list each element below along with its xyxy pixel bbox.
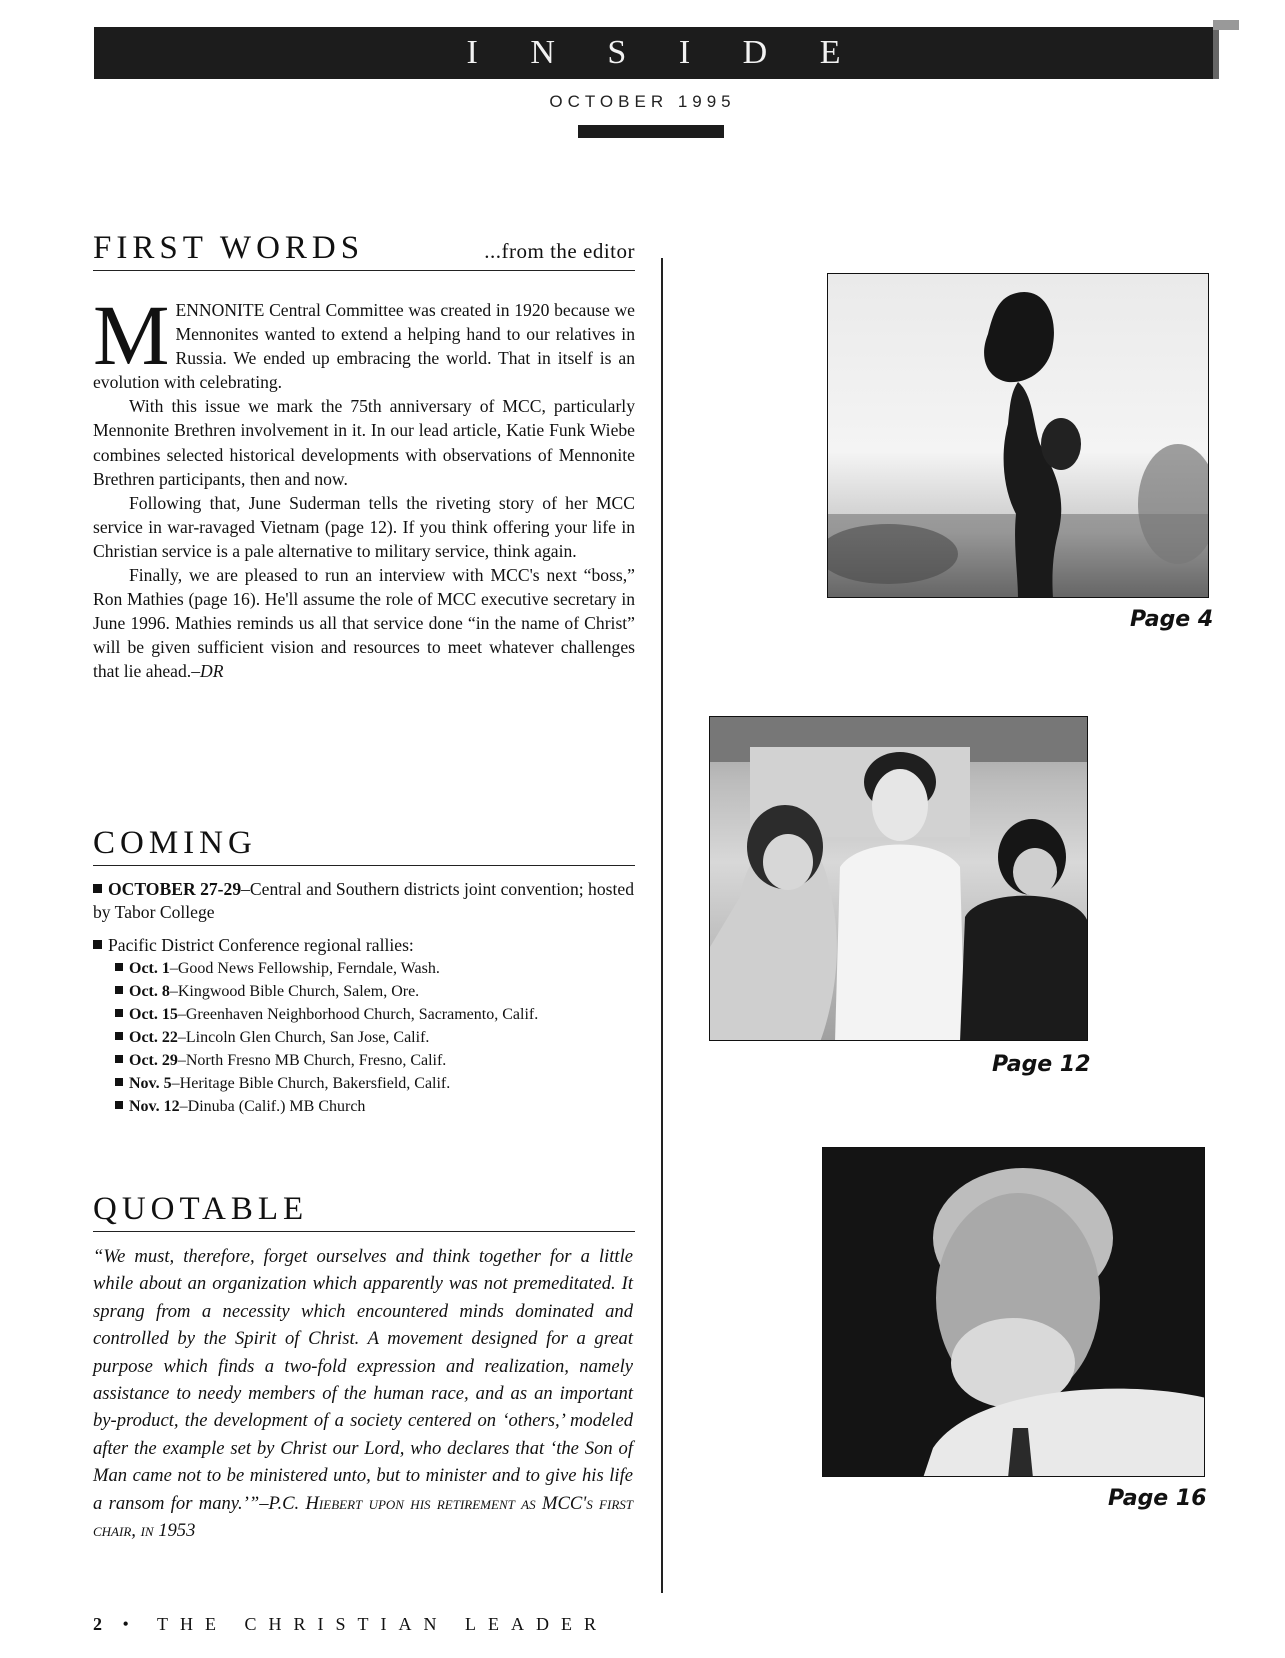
quotable-header — [93, 1186, 635, 1232]
rally-date: Oct. 15 — [129, 1006, 178, 1023]
photo-caption: Page 16 — [1108, 1486, 1207, 1511]
magazine-name: THE CHRISTIAN LEADER — [157, 1614, 608, 1634]
bullet-icon — [93, 940, 102, 949]
quotable-title: QUOTABLE — [93, 1191, 309, 1227]
list-item — [115, 1026, 635, 1049]
rally-date: Oct. 22 — [129, 1029, 178, 1046]
quote-text: “We must, therefore, forget ourselves and think together for a little while about an organization which apparently was not premeditated. It sprang from a necessity which encountered minds dominated and controlled by the Spirit of Christ. A movement designed for a great purpose which finds a two-fold expression and realization, namely assistance to needy members of the human race, and as an important by-product, the development of a society centered on ‘others,’ modeled after the example set by Christ our Lord, who declares that ‘the Son of Man came not to be ministered unto, but to minister and to give his life a ransom for many.’” — [93, 1246, 633, 1514]
list-item — [115, 1072, 635, 1095]
rally-text: –Good News Fellowship, Ferndale, Wash. — [169, 960, 440, 977]
first-words-p2: With this issue we mark the 75th anniversary of MCC, particularly Mennonite Brethren involvement in it. In our lead article, Katie Funk Wiebe combines selected historical developments with observations of Mennonite Brethren participants, then and now. — [93, 396, 635, 489]
list-item — [115, 1049, 635, 1072]
bullet-icon — [115, 1101, 123, 1109]
event-date: OCTOBER 27-29 — [108, 879, 242, 899]
rally-date: Oct. 29 — [129, 1052, 178, 1069]
rally-text: –North Fresno MB Church, Fresno, Calif. — [177, 1052, 447, 1069]
issue-date: OCTOBER 1995 — [549, 92, 736, 111]
banner-edge-shadow — [1213, 30, 1219, 79]
rally-text: –Dinuba (Calif.) MB Church — [179, 1098, 366, 1115]
page-footer — [93, 1614, 608, 1635]
event-text: Pacific District Conference regional rallies: — [108, 935, 414, 955]
column-divider — [661, 258, 663, 1593]
event-text: –Central and Southern districts joint convention; hosted by Tabor College — [93, 879, 634, 922]
photo-caption: Page 12 — [992, 1052, 1091, 1077]
bullet-icon — [115, 963, 123, 971]
footer-separator: • — [122, 1614, 141, 1634]
group-photo-image — [710, 717, 1088, 1041]
rally-text: –Heritage Bible Church, Bakersfield, Calif. — [171, 1075, 451, 1092]
first-words-p4: Finally, we are pleased to run an interview with MCC's next “boss,” Ron Mathies (page 16). He'll assume the role of MCC executive secretary in June 1996. Mathies reminds us all that service done “in the name of Christ” will be given sufficient vision and resources to meet whatever challenges that lie ahead. — [93, 565, 635, 682]
bullet-icon — [115, 1009, 123, 1017]
banner-edge — [1213, 20, 1239, 30]
list-item — [115, 957, 635, 980]
bullet-icon — [93, 884, 102, 893]
rallies-list — [93, 957, 635, 1118]
list-item — [93, 934, 635, 957]
list-item — [115, 1095, 635, 1118]
portrait-image — [823, 1148, 1205, 1477]
first-words-p1: ENNONITE Central Committee was created in 1920 because we Mennonites wanted to extend a helping hand to our relatives in Russia. We ended up embracing the world. That in itself is an evolution with celebrating. — [93, 300, 635, 393]
first-words-paragraph — [93, 287, 635, 394]
list-item — [115, 980, 635, 1003]
first-words-subtitle: ...from the editor — [484, 239, 635, 263]
rally-date: Nov. 12 — [129, 1098, 180, 1115]
bullet-icon — [115, 1078, 123, 1086]
first-words-header — [93, 228, 635, 271]
first-words-body — [93, 287, 635, 684]
quotable-quote — [93, 1243, 633, 1544]
rally-date: Nov. 5 — [129, 1075, 172, 1092]
coming-list — [93, 878, 635, 1118]
list-item — [93, 878, 635, 924]
first-words-title: FIRST WORDS — [93, 230, 365, 266]
page-number: 2 — [93, 1614, 106, 1634]
coming-title: COMING — [93, 825, 257, 861]
photo-caption: Page 4 — [1130, 607, 1214, 632]
drop-cap: M — [93, 287, 170, 383]
photo-woman-carrying-load — [827, 273, 1209, 598]
banner-title: I N S I D E — [466, 34, 863, 71]
bullet-icon — [115, 1032, 123, 1040]
rally-date: Oct. 1 — [129, 960, 170, 977]
inside-banner — [94, 27, 1213, 79]
first-words-p3: Following that, June Suderman tells the riveting story of her MCC service in war-ravaged Vietnam (page 12). If you think offering your life in Christian service is a pale alternative to military service, think again. — [93, 492, 635, 561]
issue-bar — [578, 125, 724, 138]
rally-date: Oct. 8 — [129, 983, 170, 1000]
first-words-paragraph — [93, 563, 635, 683]
bullet-icon — [115, 986, 123, 994]
silhouette-image — [828, 274, 1209, 598]
rally-text: –Kingwood Bible Church, Salem, Ore. — [169, 983, 420, 1000]
photo-ron-mathies — [822, 1147, 1205, 1477]
quote-attribution: –P.C. Hiebert upon his retirement as MCC's first chair, in 1953 — [93, 1492, 633, 1542]
bullet-icon — [115, 1055, 123, 1063]
photo-three-people — [709, 716, 1088, 1041]
editor-signoff: –DR — [191, 661, 224, 682]
rally-text: –Greenhaven Neighborhood Church, Sacramento, Calif. — [177, 1006, 539, 1023]
rally-text: –Lincoln Glen Church, San Jose, Calif. — [177, 1029, 430, 1046]
list-item — [115, 1003, 635, 1026]
coming-header — [93, 820, 635, 866]
